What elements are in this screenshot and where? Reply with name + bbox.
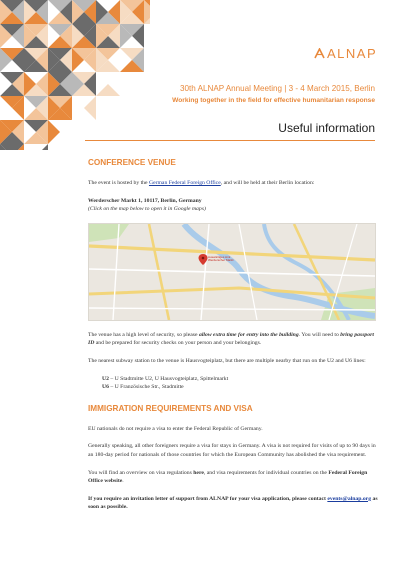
venue-address-block	[88, 197, 378, 214]
alnap-logo	[314, 46, 377, 61]
passport-emphasis: bring passport ID	[88, 331, 374, 347]
station-line-u6	[102, 383, 378, 392]
visa-overview-mid: , and visa requirements for individual countries on the	[203, 469, 329, 476]
venue-address: Werderscher Markt 1, 10117, Berlin, Germany	[88, 197, 202, 204]
security-text-tail: and be prepared for security checks on your person and your belongings.	[94, 340, 262, 347]
venue-intro-tail: , and will be held at their Berlin location:	[220, 180, 315, 186]
visa-overview-tail: .	[122, 478, 124, 485]
subway-note: The nearest subway station to the venue is Hausvogteiplatz, but there are multiple nearby that run on the U2 and U6 lines:	[88, 357, 366, 364]
events-email-link[interactable]: events@alnap.org	[327, 495, 372, 502]
venue-map[interactable]	[88, 223, 376, 321]
venue-intro	[88, 179, 378, 188]
station-list	[102, 375, 378, 392]
line-label: U2	[102, 375, 109, 382]
security-text-mid: . You will need to	[298, 331, 341, 338]
security-emphasis: allow extra time for entry into the building	[198, 331, 299, 338]
foreign-office-link[interactable]: German Federal Foreign Office	[148, 180, 221, 186]
security-text: The venue has a high level of security, so please	[88, 331, 199, 338]
map-pin-label: Auswärtiges Amt Werderscher Markt	[208, 254, 234, 263]
visa-heading: IMMIGRATION REQUIREMENTS AND VISA	[88, 403, 253, 413]
invitation-letter-note	[88, 495, 378, 512]
visa-overview-text: You will find an overview on visa regulations	[88, 469, 194, 476]
invitation-tail: as soon as possible.	[88, 495, 378, 511]
decorative-triangle-pattern	[0, 0, 150, 150]
document-body	[88, 158, 378, 521]
visa-general-note: Generally speaking, all other foreigners require a visa for stays in Germany. A visa is not required for visits of up to 90 days in an 180-day period for nationals of those countries for which the European Community has abolished the visa requirement.	[88, 443, 376, 458]
page-title: Useful information	[278, 121, 375, 135]
security-note	[88, 331, 378, 348]
header-divider	[85, 140, 375, 141]
alnap-logo-icon	[314, 48, 325, 59]
foreign-office-website-link[interactable]: Federal Foreign Office website	[88, 469, 368, 485]
line-stops: – U Stadtmitte U2, U Hausvogteiplatz, Spittelmarkt	[108, 375, 229, 382]
visa-regulations-link[interactable]: here	[193, 469, 204, 476]
visa-overview-note	[88, 469, 378, 486]
logo-wordmark: ALNAP	[327, 46, 378, 61]
venue-intro-text: The event is hosted by the	[88, 180, 149, 186]
station-line-u2	[102, 375, 378, 384]
line-stops: – U Französische Str., Stadmitte	[108, 384, 184, 391]
map-graphic	[89, 224, 375, 320]
venue-heading: CONFERENCE VENUE	[88, 158, 176, 167]
invitation-text: If you require an invitation letter of support from ALNAP for your visa application, please contact	[88, 495, 328, 502]
map-hint: (Click on the map below to open it in Google maps)	[88, 206, 206, 213]
meeting-line: 30th ALNAP Annual Meeting | 3 - 4 March 2015, Berlin	[180, 84, 375, 93]
visa-eu-note: EU nationals do not require a visa to enter the Federal Republic of Germany.	[88, 425, 263, 432]
line-label: U6	[102, 384, 109, 391]
tagline: Working together in the field for effective humanitarian response	[172, 97, 375, 104]
